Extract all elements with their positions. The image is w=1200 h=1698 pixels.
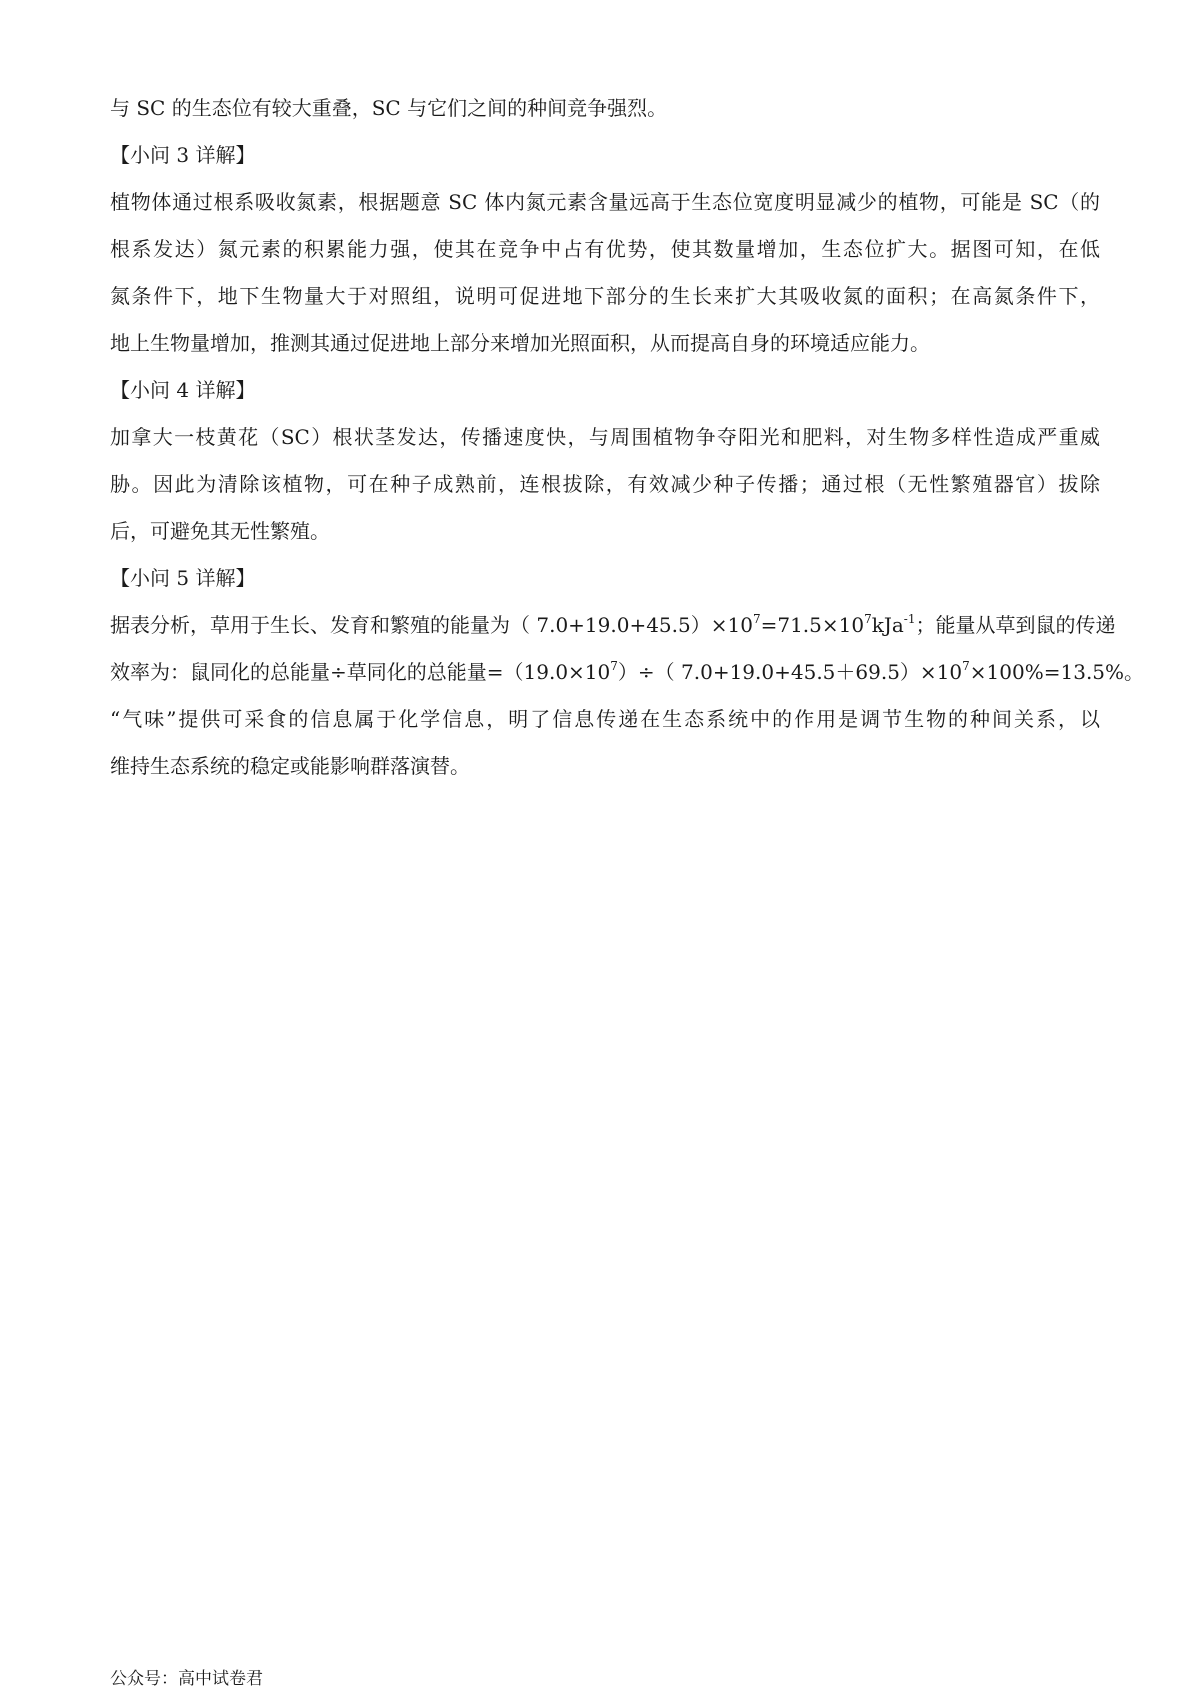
footer-source: 公众号：高中试卷君 xyxy=(110,1669,263,1689)
q4-line-1: 加拿大一枝黄花（SC）根状茎发达，传播速度快，与周围植物争夺阳光和肥料，对生物多样性造成严重威 xyxy=(110,425,1100,449)
q5-line-1-part-d: ；能量从草到鼠的传递 xyxy=(915,613,1116,637)
document-body xyxy=(110,96,1145,801)
q5-line-1-exponent-2: 7 xyxy=(864,612,872,626)
q3-line-4: 地上生物量增加，推测其通过促进地上部分来增加光照面积，从而提高自身的环境适应能力。 xyxy=(110,331,930,355)
q5-line-2-part-b: ）÷（ 7.0+19.0+45.5＋69.5）×10 xyxy=(617,660,963,684)
heading-question-4: 【小问 4 详解】 xyxy=(110,378,256,402)
heading-question-5: 【小问 5 详解】 xyxy=(110,566,256,590)
q5-line-1-part-b: =71.5×10 xyxy=(760,613,865,637)
q5-line-2-part-a: 效率为：鼠同化的总能量÷草同化的总能量=（19.0×10 xyxy=(110,660,611,684)
q5-line-1-exponent-3: -1 xyxy=(903,612,916,626)
q3-line-2: 根系发达）氮元素的积累能力强，使其在竞争中占有优势，使其数量增加，生态位扩大。据图可知，在低 xyxy=(110,237,1100,261)
q3-line-1: 植物体通过根系吸收氮素，根据题意 SC 体内氮元素含量远高于生态位宽度明显减少的植物，可能是 SC（的 xyxy=(110,190,1100,214)
q3-line-3: 氮条件下，地下生物量大于对照组，说明可促进地下部分的生长来扩大其吸收氮的面积；在高氮条件下， xyxy=(110,284,1100,308)
q5-line-3: “气味”提供可采食的信息属于化学信息，明了信息传递在生态系统中的作用是调节生物的种间关系，以 xyxy=(110,707,1100,731)
paragraph-q2-end: 与 SC 的生态位有较大重叠，SC 与它们之间的种间竞争强烈。 xyxy=(110,96,668,120)
heading-question-3: 【小问 3 详解】 xyxy=(110,143,256,167)
q5-line-1 xyxy=(110,612,1116,637)
q4-line-2: 胁。因此为清除该植物，可在种子成熟前，连根拔除，有效减少种子传播；通过根（无性繁殖器官）拔除 xyxy=(110,472,1100,496)
q5-line-2-part-c: ×100%=13.5%。 xyxy=(969,660,1145,684)
q5-line-2-exponent-2: 7 xyxy=(962,659,970,673)
q5-line-4: 维持生态系统的稳定或能影响群落演替。 xyxy=(110,754,470,778)
q5-line-2-exponent-1: 7 xyxy=(610,659,618,673)
q5-line-1-part-a: 据表分析，草用于生长、发育和繁殖的能量为（ 7.0+19.0+45.5）×10 xyxy=(110,613,753,637)
q5-line-2 xyxy=(110,659,1145,684)
q5-line-1-part-c: kJa xyxy=(871,613,904,637)
q5-line-1-exponent-1: 7 xyxy=(752,612,761,626)
q4-line-3: 后，可避免其无性繁殖。 xyxy=(110,519,330,543)
